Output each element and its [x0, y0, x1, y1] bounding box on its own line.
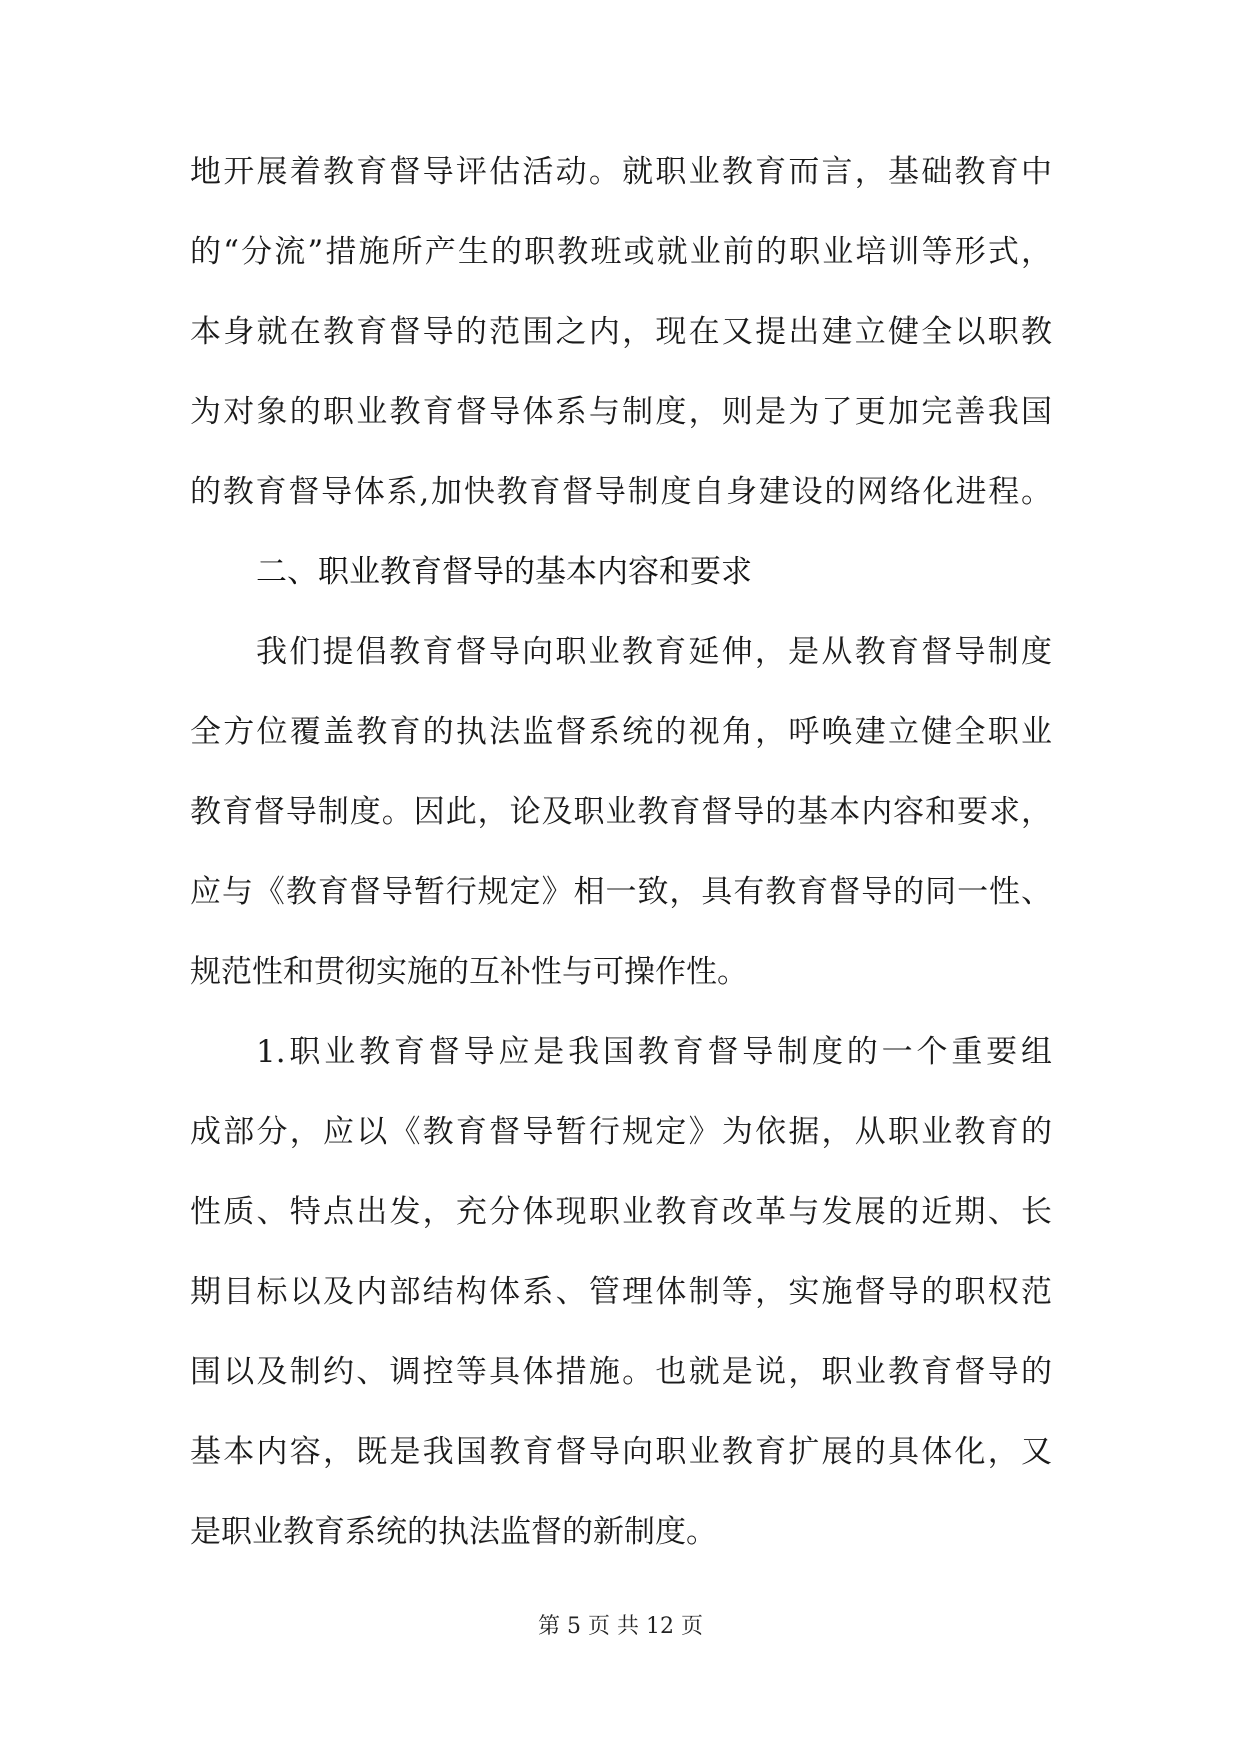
paragraph-2-line-2: 全方位覆盖教育的执法监督系统的视角，呼唤建立健全职业: [190, 714, 1052, 750]
paragraph-1-line-5: 的教育督导体系,加快教育督导制度自身建设的网络化进程。: [190, 474, 1052, 510]
paragraph-3-line-3: 性质、特点出发，充分体现职业教育改革与发展的近期、长: [190, 1194, 1052, 1230]
section-heading: 二、职业教育督导的基本内容和要求: [256, 554, 752, 590]
paragraph-1-line-4: 为对象的职业教育督导体系与制度，则是为了更加完善我国: [190, 394, 1052, 430]
paragraph-2-line-5: 规范性和贯彻实施的互补性与可操作性。: [190, 954, 748, 990]
paragraph-3-line-1: 1.职业教育督导应是我国教育督导制度的一个重要组: [256, 1034, 1052, 1070]
paragraph-3-line-7: 是职业教育系统的执法监督的新制度。: [190, 1514, 717, 1550]
paragraph-3-line-4: 期目标以及内部结构体系、管理体制等，实施督导的职权范: [190, 1274, 1052, 1310]
paragraph-1-line-1: 地开展着教育督导评估活动。就职业教育而言，基础教育中: [190, 154, 1052, 190]
paragraph-2-line-4: 应与《教育督导暂行规定》相一致，具有教育督导的同一性、: [190, 874, 1052, 910]
paragraph-1-line-2: 的“分流”措施所产生的职教班或就业前的职业培训等形式，: [190, 234, 1052, 270]
paragraph-1-line-3: 本身就在教育督导的范围之内，现在又提出建立健全以职教: [190, 314, 1052, 350]
paragraph-2-line-3: 教育督导制度。因此，论及职业教育督导的基本内容和要求，: [190, 794, 1052, 830]
paragraph-3-line-6: 基本内容，既是我国教育督导向职业教育扩展的具体化，又: [190, 1434, 1052, 1470]
paragraph-2-line-1: 我们提倡教育督导向职业教育延伸，是从教育督导制度: [256, 634, 1052, 670]
paragraph-3-line-5: 围以及制约、调控等具体措施。也就是说，职业教育督导的: [190, 1354, 1052, 1390]
paragraph-3-line-2: 成部分，应以《教育督导暂行规定》为依据，从职业教育的: [190, 1114, 1052, 1150]
page-number-footer: 第 5 页 共 12 页: [538, 1614, 703, 1639]
